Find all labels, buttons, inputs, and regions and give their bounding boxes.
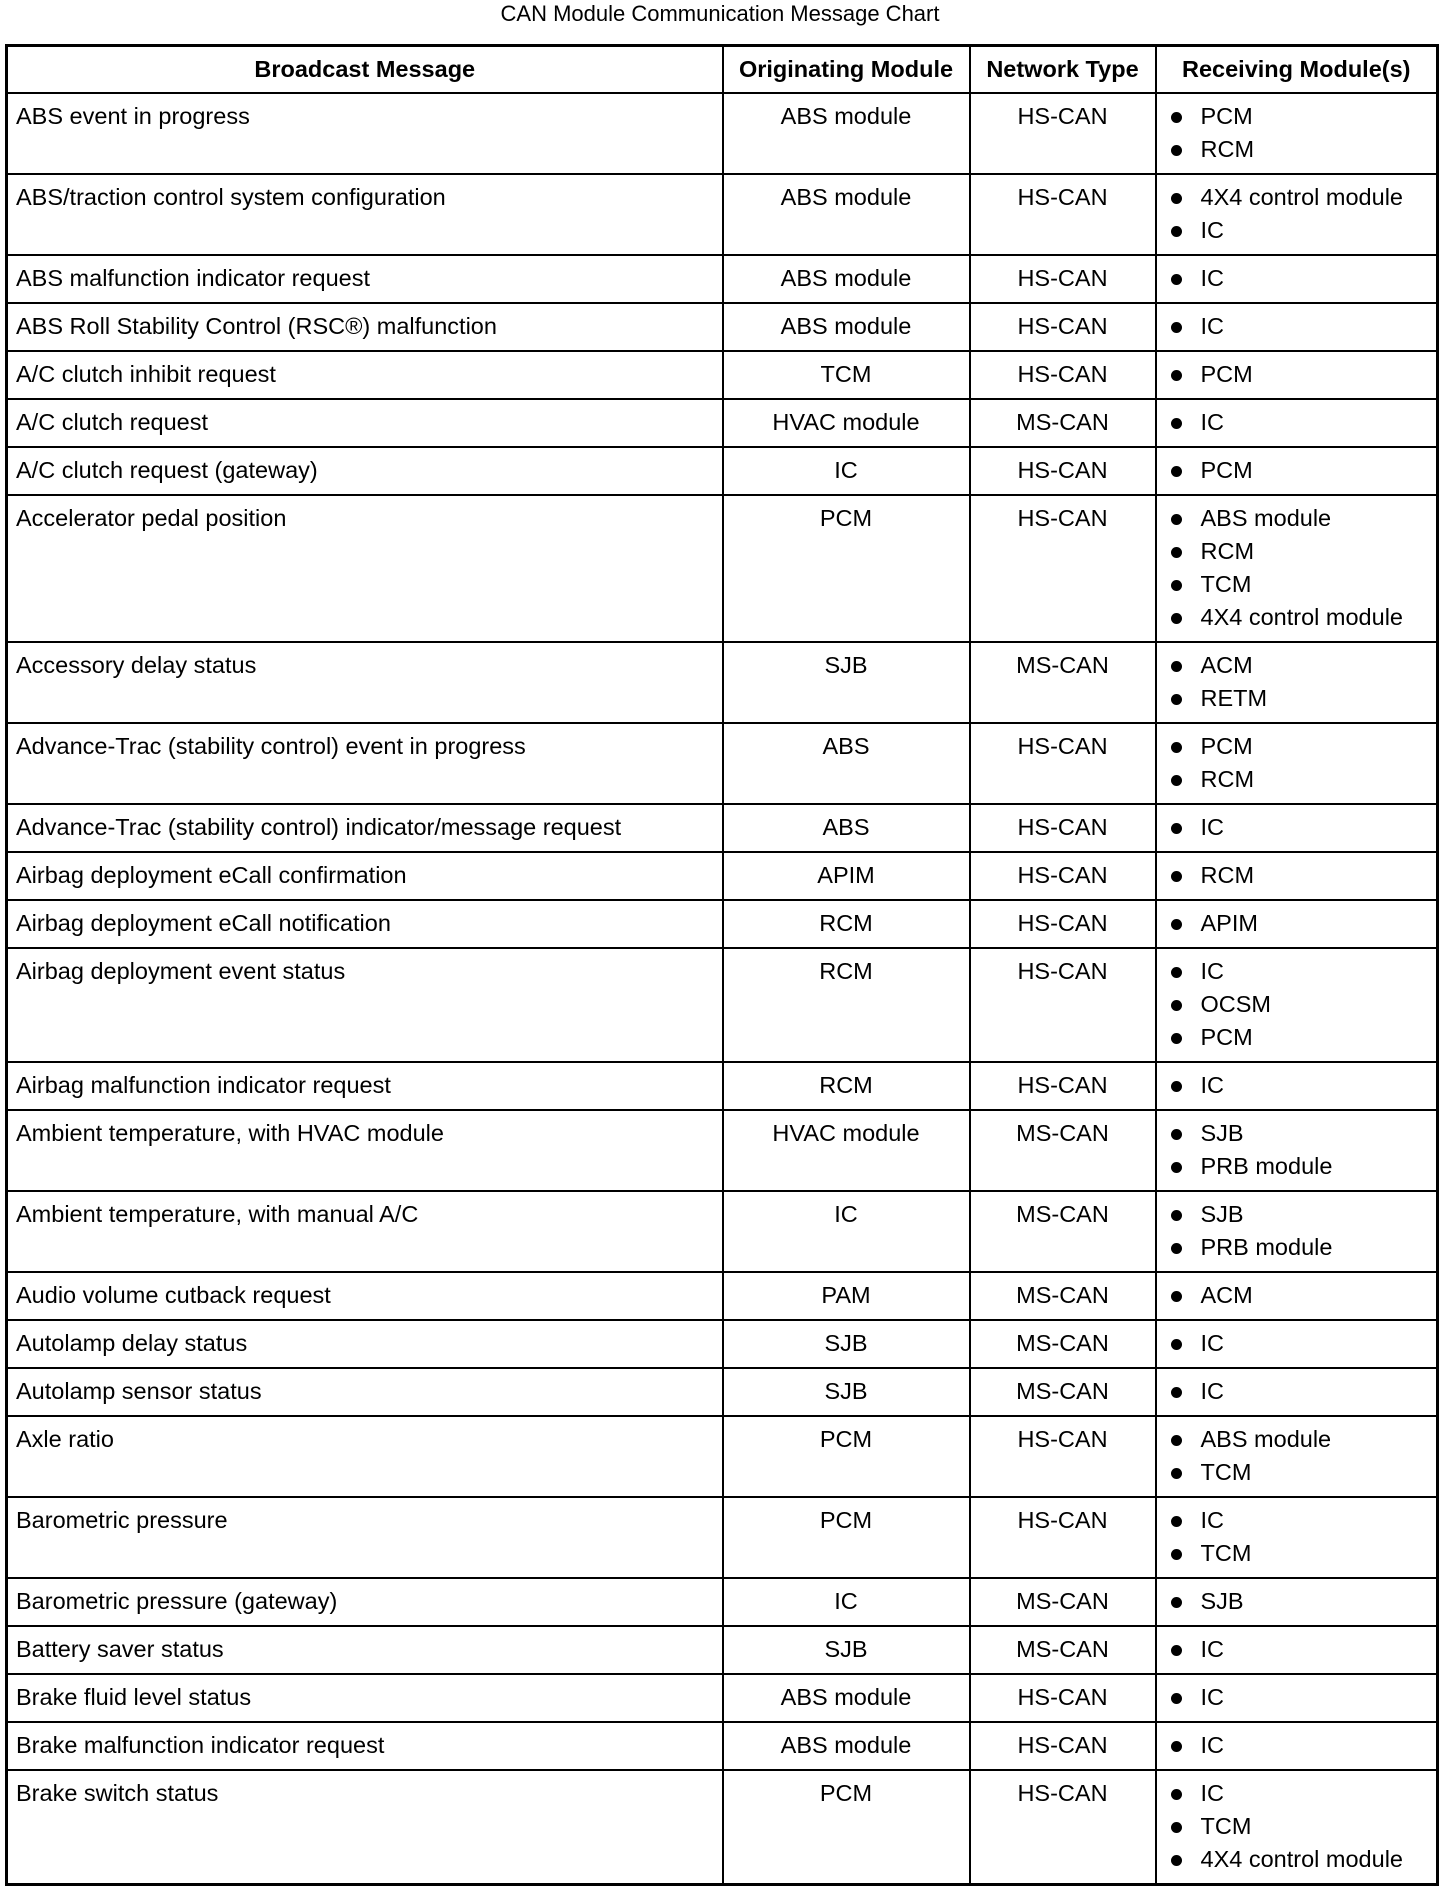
table-row (7, 804, 1438, 852)
broadcast-message-cell: Accelerator pedal position (7, 495, 723, 642)
network-type-cell: HS-CAN (970, 93, 1156, 174)
network-type-cell: HS-CAN (970, 1497, 1156, 1578)
receiving-modules-cell (1156, 1191, 1438, 1272)
receiving-modules-list (1167, 358, 1433, 391)
receiving-modules-list (1167, 1375, 1433, 1408)
receiving-modules-cell (1156, 1770, 1438, 1885)
receiving-module-item: IC (1167, 955, 1433, 988)
receiving-modules-cell (1156, 1368, 1438, 1416)
receiving-modules-list (1167, 262, 1433, 295)
originating-module-cell: SJB (723, 1626, 970, 1674)
receiving-modules-cell (1156, 174, 1438, 255)
receiving-module-item: RCM (1167, 763, 1433, 796)
receiving-module-item: IC (1167, 1504, 1433, 1537)
header-broadcast-message: Broadcast Message (7, 46, 723, 94)
broadcast-message-cell: A/C clutch inhibit request (7, 351, 723, 399)
originating-module-cell: ABS module (723, 255, 970, 303)
originating-module-cell: PCM (723, 1770, 970, 1885)
header-network-type: Network Type (970, 46, 1156, 94)
broadcast-message-cell: Barometric pressure (7, 1497, 723, 1578)
receiving-modules-cell (1156, 93, 1438, 174)
receiving-module-item: SJB (1167, 1198, 1433, 1231)
receiving-module-item: RCM (1167, 133, 1433, 166)
receiving-modules-cell (1156, 642, 1438, 723)
receiving-modules-list (1167, 1069, 1433, 1102)
receiving-module-item: IC (1167, 1327, 1433, 1360)
receiving-module-item: PCM (1167, 1021, 1433, 1054)
table-row (7, 351, 1438, 399)
receiving-modules-cell (1156, 900, 1438, 948)
receiving-modules-cell (1156, 303, 1438, 351)
broadcast-message-cell: Brake malfunction indicator request (7, 1722, 723, 1770)
receiving-modules-cell (1156, 1578, 1438, 1626)
table-row (7, 852, 1438, 900)
originating-module-cell: SJB (723, 642, 970, 723)
receiving-modules-cell (1156, 1626, 1438, 1674)
receiving-modules-cell (1156, 351, 1438, 399)
network-type-cell: HS-CAN (970, 255, 1156, 303)
table-row (7, 399, 1438, 447)
originating-module-cell: ABS (723, 723, 970, 804)
table-row (7, 495, 1438, 642)
receiving-module-item: ACM (1167, 1279, 1433, 1312)
originating-module-cell: ABS module (723, 174, 970, 255)
originating-module-cell: RCM (723, 948, 970, 1062)
broadcast-message-cell: Barometric pressure (gateway) (7, 1578, 723, 1626)
receiving-module-item: SJB (1167, 1585, 1433, 1618)
receiving-modules-list (1167, 730, 1433, 796)
receiving-modules-list (1167, 1504, 1433, 1570)
table-row (7, 1272, 1438, 1320)
receiving-module-item: PCM (1167, 358, 1433, 391)
table-row (7, 255, 1438, 303)
receiving-modules-cell (1156, 1062, 1438, 1110)
table-row (7, 1674, 1438, 1722)
network-type-cell: HS-CAN (970, 948, 1156, 1062)
broadcast-message-cell: Advance-Trac (stability control) event in progress (7, 723, 723, 804)
receiving-modules-cell (1156, 1497, 1438, 1578)
network-type-cell: MS-CAN (970, 1626, 1156, 1674)
broadcast-message-cell: Brake fluid level status (7, 1674, 723, 1722)
receiving-modules-cell (1156, 1110, 1438, 1191)
originating-module-cell: HVAC module (723, 399, 970, 447)
network-type-cell: HS-CAN (970, 1062, 1156, 1110)
receiving-module-item: IC (1167, 214, 1433, 247)
header-originating-module: Originating Module (723, 46, 970, 94)
receiving-modules-list (1167, 955, 1433, 1054)
originating-module-cell: SJB (723, 1368, 970, 1416)
originating-module-cell: PAM (723, 1272, 970, 1320)
receiving-modules-list (1167, 1279, 1433, 1312)
receiving-module-item: TCM (1167, 1810, 1433, 1843)
receiving-module-item: IC (1167, 310, 1433, 343)
receiving-module-item: IC (1167, 1375, 1433, 1408)
receiving-modules-cell (1156, 399, 1438, 447)
receiving-module-item: TCM (1167, 1537, 1433, 1570)
receiving-modules-list (1167, 310, 1433, 343)
receiving-module-item: SJB (1167, 1117, 1433, 1150)
originating-module-cell: IC (723, 447, 970, 495)
broadcast-message-cell: Axle ratio (7, 1416, 723, 1497)
broadcast-message-cell: Airbag malfunction indicator request (7, 1062, 723, 1110)
table-row (7, 1320, 1438, 1368)
broadcast-message-cell: Accessory delay status (7, 642, 723, 723)
receiving-module-item: APIM (1167, 907, 1433, 940)
broadcast-message-cell: Airbag deployment eCall confirmation (7, 852, 723, 900)
originating-module-cell: RCM (723, 1062, 970, 1110)
receiving-modules-list (1167, 406, 1433, 439)
broadcast-message-cell: Audio volume cutback request (7, 1272, 723, 1320)
broadcast-message-cell: Advance-Trac (stability control) indicator/message request (7, 804, 723, 852)
broadcast-message-cell: ABS/traction control system configuration (7, 174, 723, 255)
receiving-module-item: RCM (1167, 859, 1433, 892)
table-body (7, 93, 1438, 1885)
table-row (7, 1578, 1438, 1626)
originating-module-cell: PCM (723, 495, 970, 642)
receiving-modules-cell (1156, 495, 1438, 642)
network-type-cell: HS-CAN (970, 495, 1156, 642)
table-row (7, 1497, 1438, 1578)
network-type-cell: HS-CAN (970, 804, 1156, 852)
originating-module-cell: ABS module (723, 1722, 970, 1770)
originating-module-cell: PCM (723, 1416, 970, 1497)
receiving-modules-cell (1156, 1416, 1438, 1497)
table-header-row (7, 46, 1438, 94)
broadcast-message-cell: A/C clutch request (gateway) (7, 447, 723, 495)
receiving-modules-list (1167, 454, 1433, 487)
receiving-module-item: RETM (1167, 682, 1433, 715)
receiving-modules-list (1167, 1423, 1433, 1489)
broadcast-message-cell: Ambient temperature, with HVAC module (7, 1110, 723, 1191)
network-type-cell: MS-CAN (970, 1578, 1156, 1626)
originating-module-cell: IC (723, 1578, 970, 1626)
table-row (7, 1416, 1438, 1497)
receiving-modules-list (1167, 1729, 1433, 1762)
table-row (7, 900, 1438, 948)
receiving-module-item: IC (1167, 811, 1433, 844)
table-row (7, 174, 1438, 255)
receiving-modules-list (1167, 907, 1433, 940)
receiving-modules-list (1167, 859, 1433, 892)
broadcast-message-cell: Airbag deployment event status (7, 948, 723, 1062)
receiving-module-item: ACM (1167, 649, 1433, 682)
receiving-modules-list (1167, 502, 1433, 634)
table-row (7, 1191, 1438, 1272)
header-receiving-modules: Receiving Module(s) (1156, 46, 1438, 94)
receiving-module-item: IC (1167, 406, 1433, 439)
network-type-cell: HS-CAN (970, 1722, 1156, 1770)
receiving-module-item: ABS module (1167, 502, 1433, 535)
receiving-module-item: PRB module (1167, 1150, 1433, 1183)
table-row (7, 303, 1438, 351)
receiving-module-item: OCSM (1167, 988, 1433, 1021)
originating-module-cell: ABS module (723, 1674, 970, 1722)
network-type-cell: MS-CAN (970, 1191, 1156, 1272)
network-type-cell: HS-CAN (970, 174, 1156, 255)
receiving-module-item: ABS module (1167, 1423, 1433, 1456)
network-type-cell: HS-CAN (970, 303, 1156, 351)
receiving-modules-cell (1156, 1272, 1438, 1320)
receiving-module-item: PRB module (1167, 1231, 1433, 1264)
network-type-cell: HS-CAN (970, 852, 1156, 900)
receiving-module-item: IC (1167, 1777, 1433, 1810)
broadcast-message-cell: Airbag deployment eCall notification (7, 900, 723, 948)
receiving-module-item: TCM (1167, 1456, 1433, 1489)
broadcast-message-cell: Battery saver status (7, 1626, 723, 1674)
receiving-module-item: IC (1167, 262, 1433, 295)
receiving-modules-cell (1156, 255, 1438, 303)
table-row (7, 1110, 1438, 1191)
receiving-module-item: IC (1167, 1633, 1433, 1666)
receiving-module-item: 4X4 control module (1167, 1843, 1433, 1876)
receiving-modules-cell (1156, 1674, 1438, 1722)
receiving-modules-list (1167, 181, 1433, 247)
receiving-modules-list (1167, 1585, 1433, 1618)
receiving-modules-list (1167, 1681, 1433, 1714)
network-type-cell: HS-CAN (970, 1674, 1156, 1722)
network-type-cell: MS-CAN (970, 1368, 1156, 1416)
originating-module-cell: IC (723, 1191, 970, 1272)
network-type-cell: MS-CAN (970, 1272, 1156, 1320)
receiving-modules-list (1167, 1198, 1433, 1264)
table-row (7, 1770, 1438, 1885)
originating-module-cell: HVAC module (723, 1110, 970, 1191)
originating-module-cell: TCM (723, 351, 970, 399)
broadcast-message-cell: ABS Roll Stability Control (RSC®) malfunction (7, 303, 723, 351)
receiving-modules-cell (1156, 948, 1438, 1062)
network-type-cell: HS-CAN (970, 351, 1156, 399)
can-message-table (5, 44, 1439, 1886)
broadcast-message-cell: ABS event in progress (7, 93, 723, 174)
network-type-cell: MS-CAN (970, 642, 1156, 723)
receiving-modules-list (1167, 1117, 1433, 1183)
receiving-modules-cell (1156, 852, 1438, 900)
broadcast-message-cell: ABS malfunction indicator request (7, 255, 723, 303)
network-type-cell: HS-CAN (970, 1770, 1156, 1885)
network-type-cell: MS-CAN (970, 1320, 1156, 1368)
table-row (7, 642, 1438, 723)
network-type-cell: HS-CAN (970, 900, 1156, 948)
table-row (7, 723, 1438, 804)
table-row (7, 1626, 1438, 1674)
network-type-cell: HS-CAN (970, 723, 1156, 804)
table-row (7, 1722, 1438, 1770)
receiving-modules-cell (1156, 447, 1438, 495)
receiving-modules-list (1167, 100, 1433, 166)
network-type-cell: MS-CAN (970, 1110, 1156, 1191)
receiving-module-item: 4X4 control module (1167, 601, 1433, 634)
receiving-modules-cell (1156, 723, 1438, 804)
receiving-module-item: TCM (1167, 568, 1433, 601)
originating-module-cell: ABS module (723, 93, 970, 174)
receiving-modules-list (1167, 811, 1433, 844)
broadcast-message-cell: A/C clutch request (7, 399, 723, 447)
network-type-cell: HS-CAN (970, 447, 1156, 495)
receiving-modules-cell (1156, 1320, 1438, 1368)
receiving-modules-cell (1156, 804, 1438, 852)
receiving-module-item: 4X4 control module (1167, 181, 1433, 214)
receiving-module-item: IC (1167, 1681, 1433, 1714)
table-row (7, 948, 1438, 1062)
broadcast-message-cell: Autolamp delay status (7, 1320, 723, 1368)
table-row (7, 1062, 1438, 1110)
chart-title: CAN Module Communication Message Chart (500, 1, 940, 26)
table-row (7, 1368, 1438, 1416)
receiving-modules-list (1167, 649, 1433, 715)
originating-module-cell: ABS (723, 804, 970, 852)
receiving-module-item: IC (1167, 1069, 1433, 1102)
broadcast-message-cell: Autolamp sensor status (7, 1368, 723, 1416)
network-type-cell: MS-CAN (970, 399, 1156, 447)
broadcast-message-cell: Brake switch status (7, 1770, 723, 1885)
receiving-module-item: IC (1167, 1729, 1433, 1762)
receiving-module-item: RCM (1167, 535, 1433, 568)
receiving-module-item: PCM (1167, 730, 1433, 763)
receiving-modules-list (1167, 1633, 1433, 1666)
broadcast-message-cell: Ambient temperature, with manual A/C (7, 1191, 723, 1272)
receiving-module-item: PCM (1167, 454, 1433, 487)
originating-module-cell: ABS module (723, 303, 970, 351)
table-row (7, 447, 1438, 495)
originating-module-cell: RCM (723, 900, 970, 948)
originating-module-cell: APIM (723, 852, 970, 900)
receiving-modules-list (1167, 1327, 1433, 1360)
receiving-modules-list (1167, 1777, 1433, 1876)
receiving-module-item: PCM (1167, 100, 1433, 133)
table-row (7, 93, 1438, 174)
receiving-modules-cell (1156, 1722, 1438, 1770)
originating-module-cell: PCM (723, 1497, 970, 1578)
network-type-cell: HS-CAN (970, 1416, 1156, 1497)
originating-module-cell: SJB (723, 1320, 970, 1368)
